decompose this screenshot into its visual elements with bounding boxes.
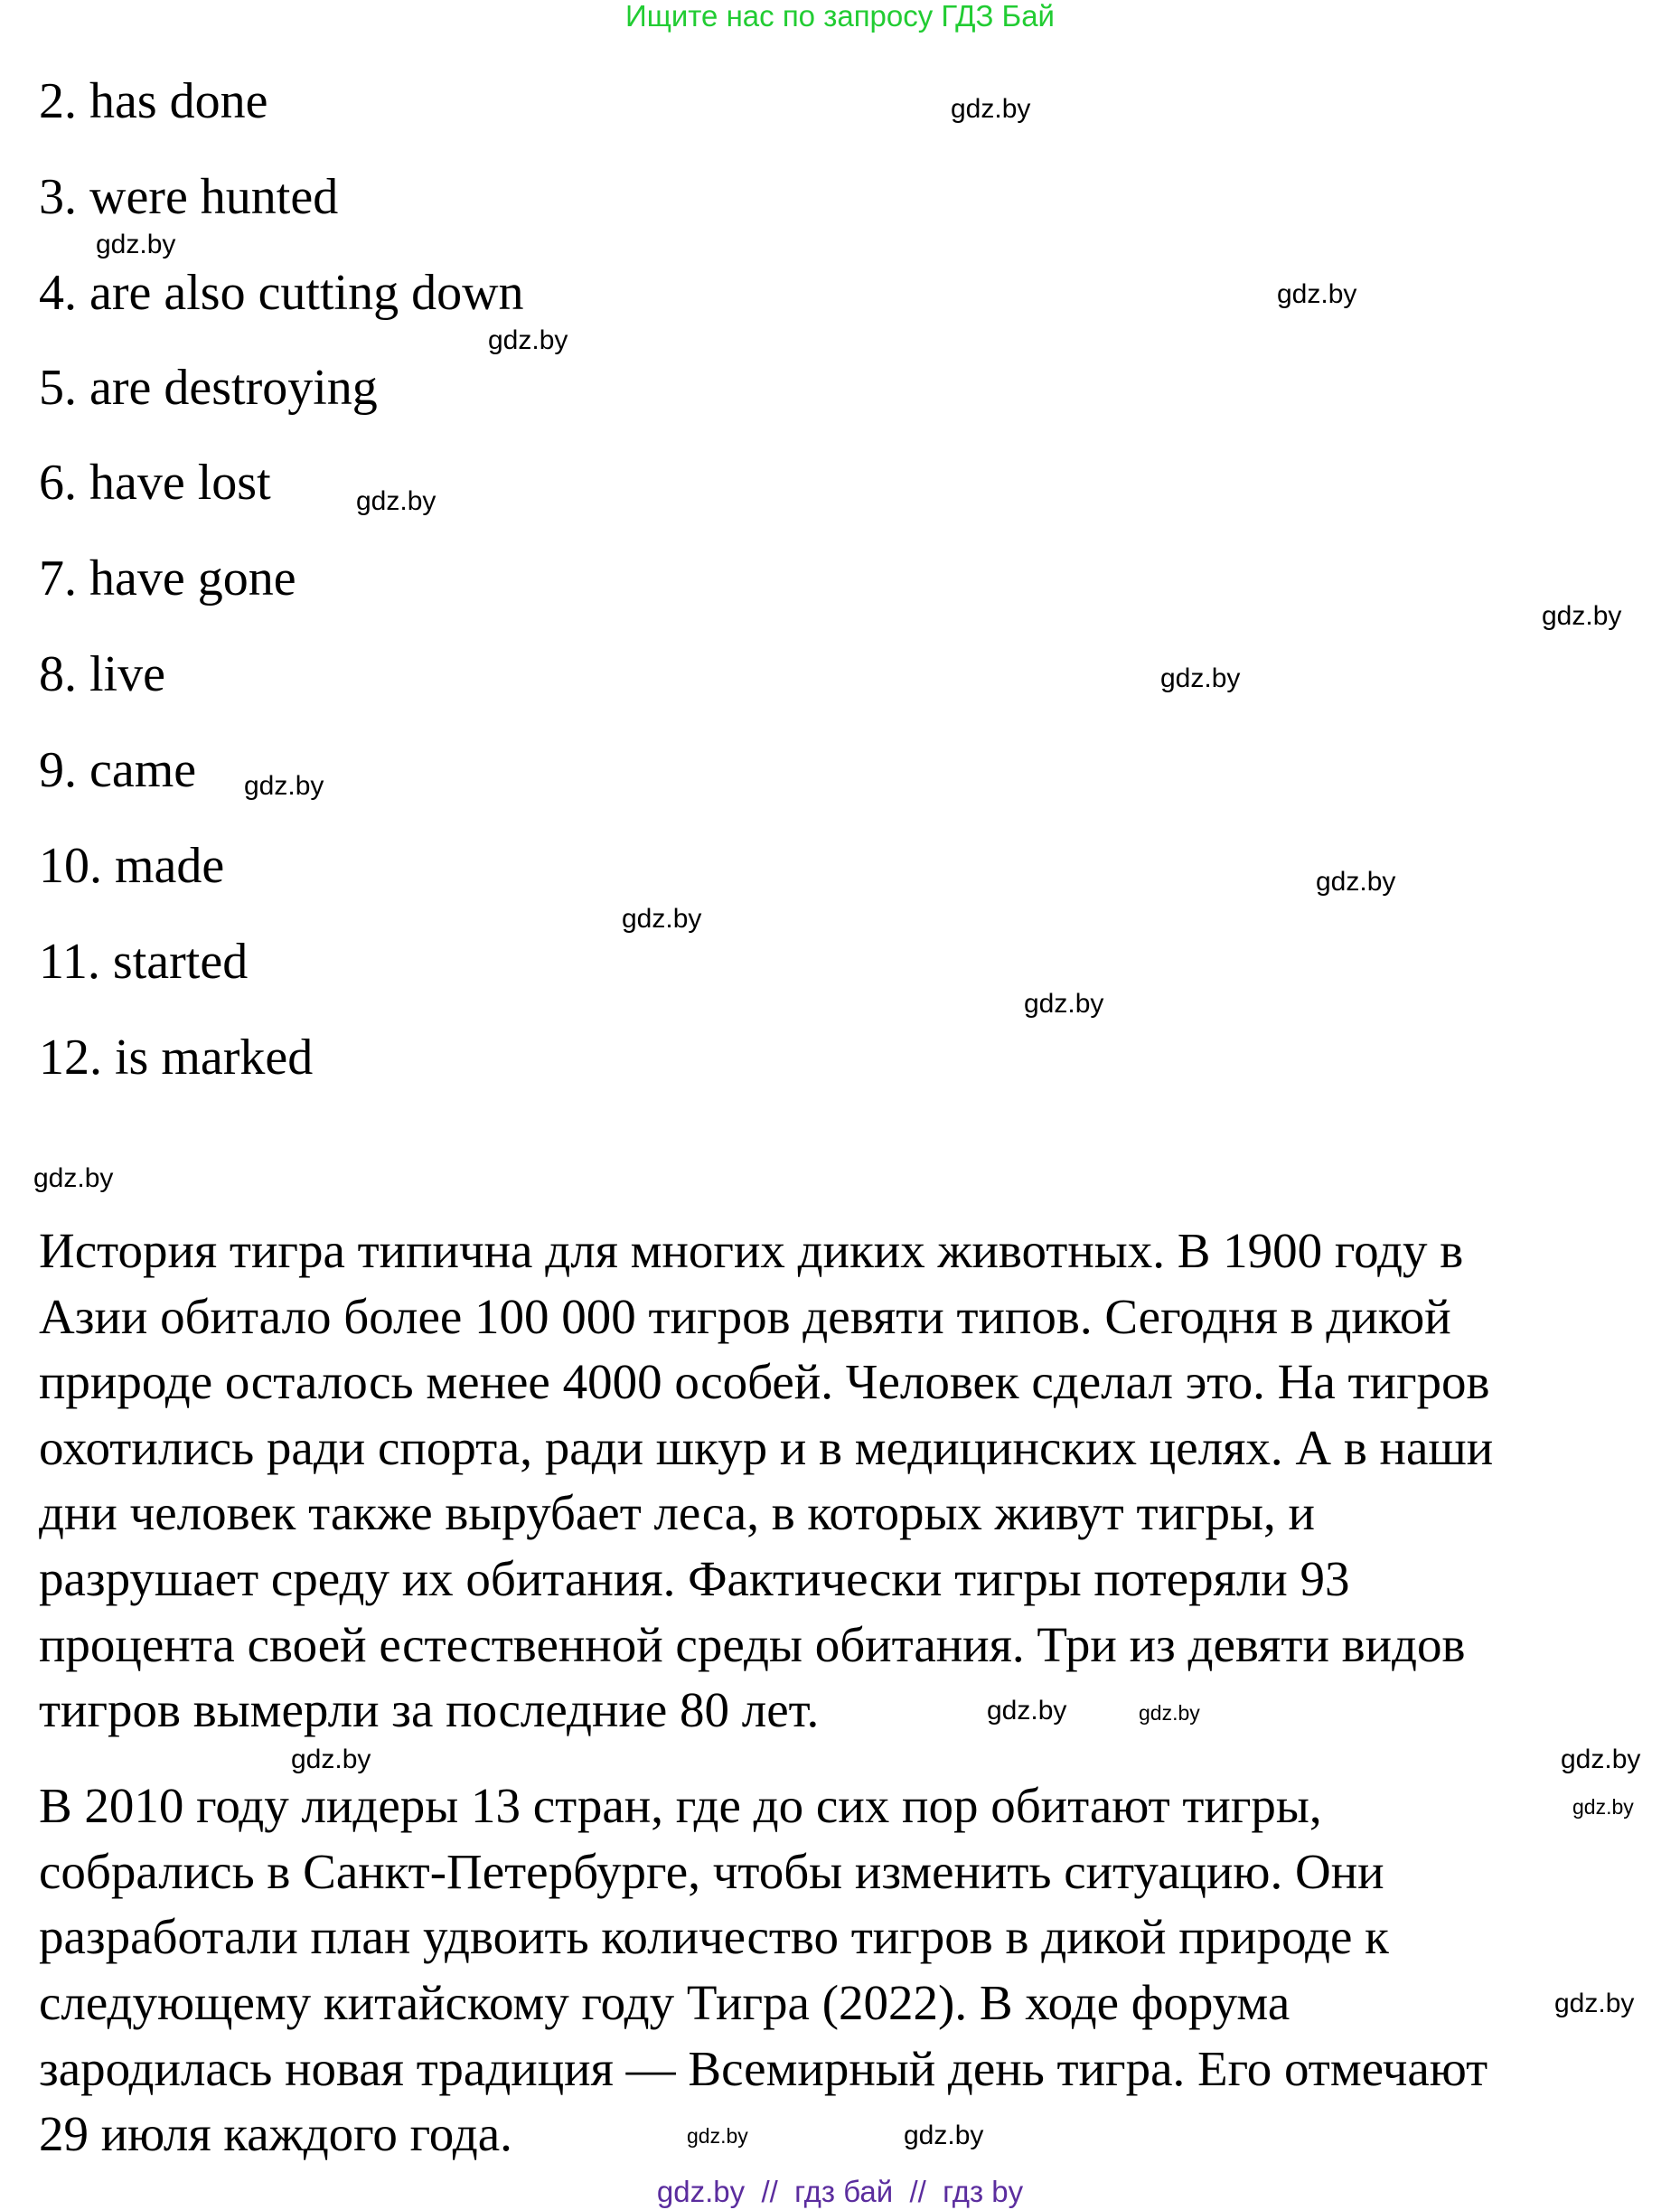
answer-item: 4. are also cutting down <box>39 265 524 321</box>
text-line: следующему китайскому году Тигра (2022). В ходе форума <box>39 1975 1291 2030</box>
watermark: gdz.by <box>244 771 324 801</box>
watermark: gdz.by <box>1554 1989 1635 2018</box>
answer-item: 7. have gone <box>39 550 296 607</box>
watermark: gdz.by <box>33 1163 114 1193</box>
text-line: охотились ради спорта, ради шкур и в медицинских целях. А в наши <box>39 1420 1494 1475</box>
answer-item: 5. are destroying <box>39 360 378 416</box>
watermark: gdz.by <box>488 325 568 355</box>
watermark: gdz.by <box>904 2121 984 2150</box>
search-hint-banner: Ищите нас по запросу ГДЗ Бай <box>625 0 1055 33</box>
watermark: gdz.by <box>622 904 702 934</box>
text-line: собрались в Санкт-Петербурге, чтобы изменить ситуацию. Они <box>39 1844 1384 1899</box>
text-line: В 2010 году лидеры 13 стран, где до сих пор обитают тигры, <box>39 1778 1322 1833</box>
answer-item: 9. came <box>39 742 197 798</box>
watermark: gdz.by <box>1542 601 1622 631</box>
answer-item: 6. have lost <box>39 455 271 511</box>
answer-item: 12. is marked <box>39 1030 314 1086</box>
text-line: История тигра типична для многих диких животных. В 1900 году в <box>39 1223 1464 1278</box>
watermark: gdz.by <box>687 2124 748 2148</box>
watermark: gdz.by <box>1160 663 1241 693</box>
watermark: gdz.by <box>96 230 176 259</box>
footer-links: gdz.by // гдз бай // гдз by <box>656 2175 1024 2208</box>
watermark: gdz.by <box>356 486 436 516</box>
text-line: зародилась новая традиция — Всемирный день тигра. Его отмечают <box>39 2041 1488 2096</box>
watermark: gdz.by <box>1561 1744 1641 1774</box>
watermark: gdz.by <box>1139 1701 1200 1725</box>
text-line: процента своей естественной среды обитания. Три из девяти видов <box>39 1617 1466 1672</box>
watermark: gdz.by <box>1277 279 1357 309</box>
text-line: разработали план удвоить количество тигров в дикой природе к <box>39 1909 1389 1964</box>
text-line: тигров вымерли за последние 80 лет. <box>39 1682 820 1737</box>
text-line: дни человек также вырубает леса, в которых живут тигры, и <box>39 1485 1315 1540</box>
watermark: gdz.by <box>1316 867 1396 897</box>
answer-item: 8. live <box>39 646 165 702</box>
answer-item: 3. were hunted <box>39 169 339 225</box>
text-line: природе осталось менее 4000 особей. Человек сделал это. На тигров <box>39 1354 1490 1409</box>
watermark: gdz.by <box>291 1744 371 1774</box>
text-line: Азии обитало более 100 000 тигров девяти типов. Сегодня в дикой <box>39 1289 1451 1344</box>
answer-item: 11. started <box>39 934 249 990</box>
text-line: 29 июля каждого года. <box>39 2106 512 2161</box>
answer-item: 2. has done <box>39 73 268 129</box>
answer-item: 10. made <box>39 838 225 894</box>
text-line: разрушает среду их обитания. Фактически тигры потеряли 93 <box>39 1551 1350 1606</box>
watermark: gdz.by <box>1572 1795 1634 1819</box>
watermark: gdz.by <box>1024 989 1104 1019</box>
watermark: gdz.by <box>987 1696 1067 1726</box>
watermark: gdz.by <box>951 94 1031 124</box>
